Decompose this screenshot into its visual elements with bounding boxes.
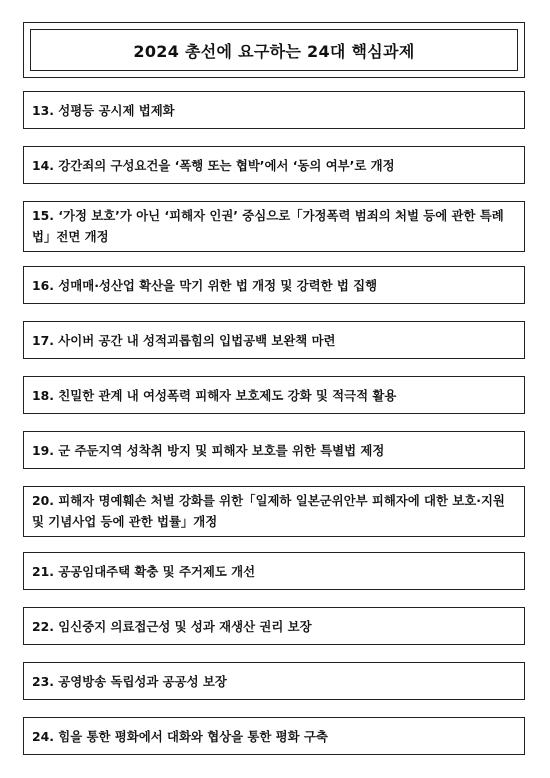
task-item-23	[23, 662, 525, 700]
task-item-21	[23, 552, 525, 590]
task-number: 24.	[32, 728, 54, 744]
task-text: ‘가정 보호’가 아닌 ‘피해자 인권’ 중심으로「가정폭력 범죄의 처벌 등에 관한 특례법」전면 개정	[32, 208, 504, 244]
task-number: 17.	[32, 332, 54, 348]
task-item-16	[23, 266, 525, 304]
task-text: 사이버 공간 내 성적괴롭힘의 입법공백 보완책 마련	[58, 332, 336, 348]
task-number: 21.	[32, 563, 54, 579]
task-item-17	[23, 321, 525, 359]
task-text: 힘을 통한 평화에서 대화와 협상을 통한 평화 구축	[58, 728, 328, 744]
task-number: 18.	[32, 387, 54, 403]
task-item-13	[23, 91, 525, 129]
task-number: 15.	[32, 208, 54, 223]
task-item-22	[23, 607, 525, 645]
task-number: 20.	[32, 493, 54, 508]
task-number: 19.	[32, 442, 54, 458]
task-text: 임신중지 의료접근성 및 성과 재생산 권리 보장	[58, 618, 312, 634]
task-item-15	[23, 201, 525, 252]
task-text: 강간죄의 구성요건을 ‘폭행 또는 협박’에서 ‘동의 여부’로 개정	[58, 157, 395, 173]
document-title: 2024 총선에 요구하는 24대 핵심과제	[30, 29, 518, 71]
task-number: 14.	[32, 157, 54, 173]
task-text: 피해자 명예훼손 처벌 강화를 위한「일제하 일본군위안부 피해자에 대한 보호·지원 및 기념사업 등에 관한 법률」개정	[32, 493, 505, 529]
task-text: 성매매·성산업 확산을 막기 위한 법 개정 및 강력한 법 집행	[58, 277, 378, 293]
task-number: 16.	[32, 277, 54, 293]
task-item-18	[23, 376, 525, 414]
task-item-20	[23, 486, 525, 537]
title-box	[23, 22, 525, 78]
task-text: 공공임대주택 확충 및 주거제도 개선	[58, 563, 256, 579]
task-text: 친밀한 관계 내 여성폭력 피해자 보호제도 강화 및 적극적 활용	[58, 387, 397, 403]
task-item-14	[23, 146, 525, 184]
task-text: 공영방송 독립성과 공공성 보장	[58, 673, 227, 689]
task-text: 군 주둔지역 성착취 방지 및 피해자 보호를 위한 특별법 제정	[58, 442, 385, 458]
task-text: 성평등 공시제 법제화	[58, 102, 175, 118]
task-number: 13.	[32, 102, 54, 118]
task-item-19	[23, 431, 525, 469]
task-number: 23.	[32, 673, 54, 689]
task-item-24	[23, 717, 525, 755]
task-number: 22.	[32, 618, 54, 634]
